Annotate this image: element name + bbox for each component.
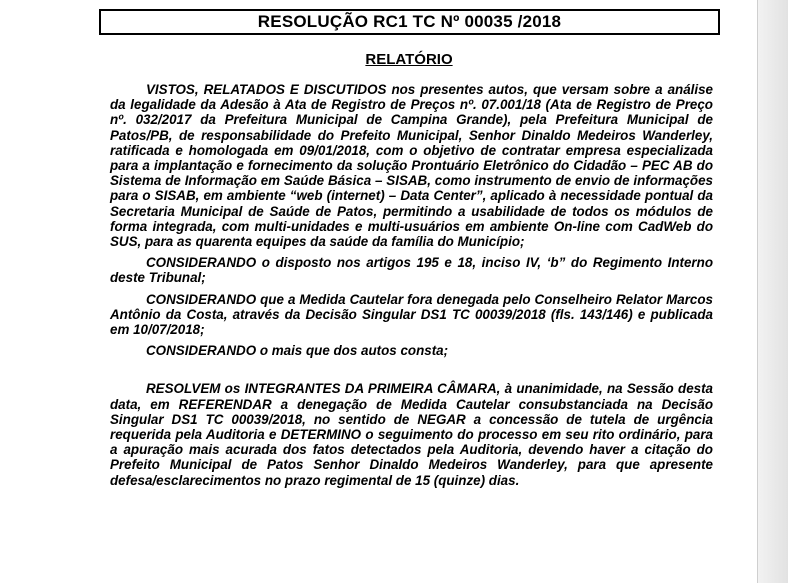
- paragraph-lead: CONSIDERANDO: [146, 291, 257, 307]
- paragraph-text: que a Medida Cautelar fora denegada pelo Conselheiro Relator Marcos Antônio da Costa, através da Decisão Singular DS1 TC 00039/2018 (fls. 143/146) e publicada em 10/07/2018;: [110, 291, 713, 338]
- paragraph-lead: CONSIDERANDO: [146, 255, 257, 271]
- document-title-box: [99, 9, 720, 35]
- paragraph-considerando-2: [110, 292, 713, 338]
- paragraph-vistos: [110, 82, 713, 249]
- document-title: RESOLUÇÃO RC1 TC Nº 00035 /2018: [257, 12, 562, 31]
- paragraph-text: o mais que dos autos consta;: [256, 343, 449, 359]
- paragraph-resolvem: [110, 381, 713, 487]
- paragraph-text: o disposto nos artigos 195 e 18, inciso IV, ‘b” do Regimento Interno deste Tribunal;: [110, 255, 713, 286]
- paragraph-lead: RESOLVEM os INTEGRANTES DA PRIMEIRA CÂMARA: [146, 381, 497, 397]
- paragraph-considerando-3: [110, 343, 713, 358]
- page-edge: [757, 0, 788, 583]
- paragraph-lead: VISTOS, RELATADOS E DISCUTIDOS: [146, 82, 387, 97]
- paragraph-text: , à unanimidade, na Sessão desta data, em REFERENDAR a denegação de Medida Cautelar consubstanciada na Decisão Singular DS1 TC 00039/2018, no sentido de NEGAR a concessão de tutela de urgência requerida pela Auditoria e DETERMINO o seguimento do processo em seu rito ordinário, para a apuração mais acurada dos fatos detectados pela Auditoria, devendo haver a citação do Prefeito Municipal de Patos Senhor Dinaldo Medeiros Wanderley, para que apresente defesa/esclarecimentos no prazo regimental de 15 (quinze) dias.: [110, 381, 713, 488]
- paragraph-lead: CONSIDERANDO: [146, 343, 257, 359]
- paragraph-considerando-1: [110, 255, 713, 285]
- paragraph-text: nos presentes autos, que versam sobre a análise da legalidade da Adesão à Ata de Registro de Preços nº. 07.001/18 (Ata de Registro de Preço nº. 032/2017 da Prefeitura Municipal de Campina Grande), pela Prefeitura Municipal de Patos/PB, de responsabilidade do Prefeito Municipal, Senhor Dinaldo Medeiros Wanderley, ratificada e homologada em 09/01/2018, com o objetivo de contratar empresa especializada para a implantação e fornecimento da solução Prontuário Eletrônico do Cidadão – PEC AB do Sistema de Informação em Saúde Básica – SISAB, como instrumento de envio de informações para o SISAB, em ambiente “web (internet) – Data Center”, aplicado à necessidade pontual da Secretaria Municipal de Saúde de Patos, permitindo a usabilidade de todos os módulos de forma integrada, com multi-unidades e multi-usuários em ambiente On-line com CadWeb do SUS, para as quarenta equipes da saúde da família do Município;: [110, 82, 713, 250]
- document-body: [110, 82, 713, 494]
- section-heading: RELATÓRIO: [365, 51, 453, 68]
